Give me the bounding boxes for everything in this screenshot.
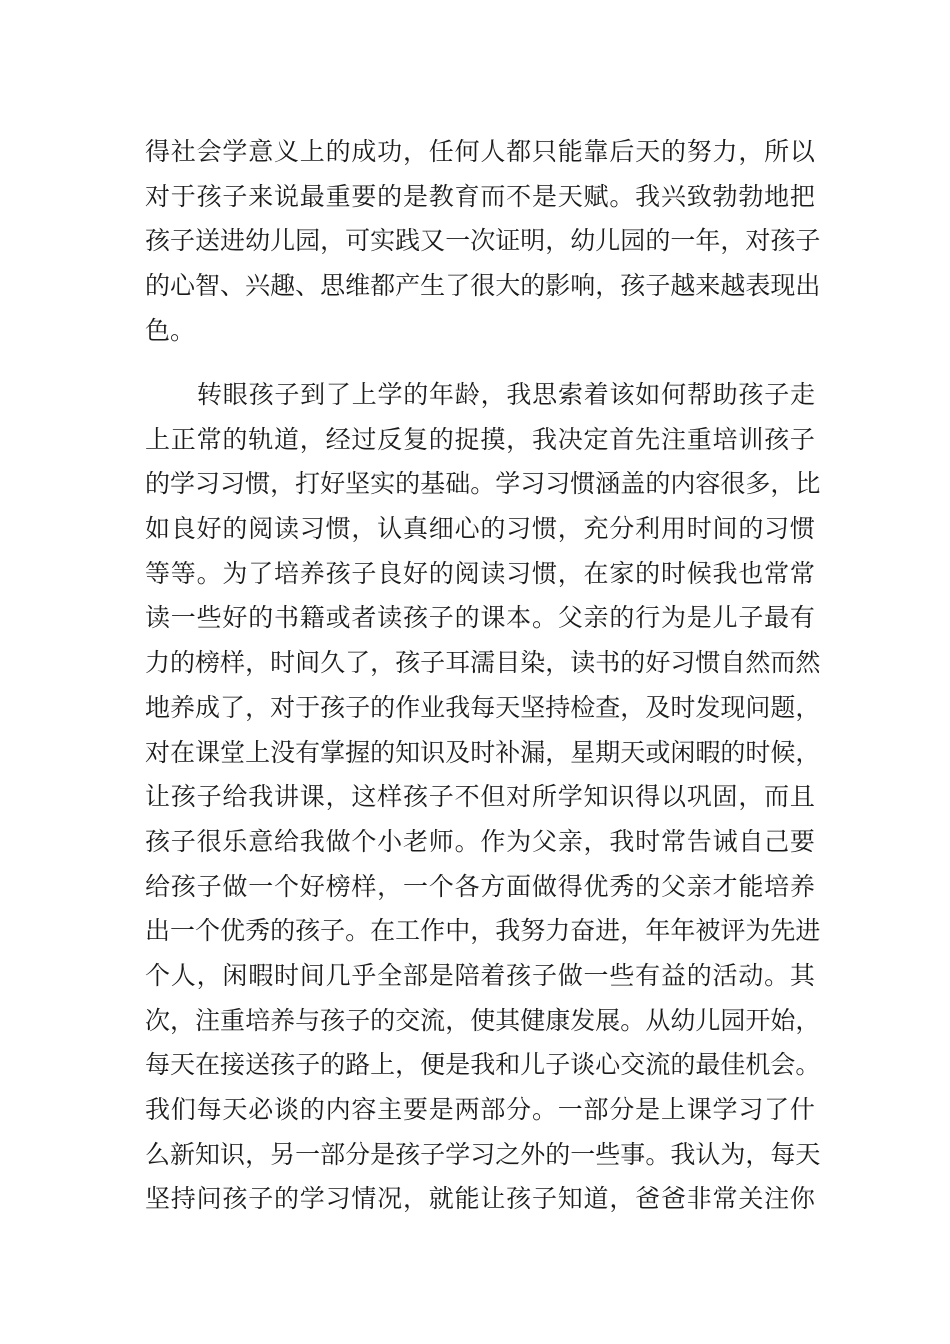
text-line: 的 心 智 、 兴 趣 、 思 维 都 产 生 了 很 大 的 影 响 ， 孩 子 越 来 越 表 现 出 xyxy=(145,271,821,301)
text-line: 地 养 成 了 ， 对 于 孩 子 的 作 业 我 每 天 坚 持 检 查 ， 及 时 发 现 问 题 ， xyxy=(145,692,821,722)
text-line: 孩 子 很 乐 意 给 我 做 个 小 老 师 。 作 为 父 亲 ， 我 时 常 告 诫 自 己 要 xyxy=(145,826,815,856)
text-line: 对 于 孩 子 来 说 最 重 要 的 是 教 育 而 不 是 天 赋 。 我 兴 致 勃 勃 地 把 xyxy=(145,181,815,211)
text-line: 让 孩 子 给 我 讲 课 ， 这 样 孩 子 不 但 对 所 学 知 识 得 以 巩 固 ， 而 且 xyxy=(145,782,815,812)
text-line: 上 正 常 的 轨 道 ， 经 过 反 复 的 捉 摸 ， 我 决 定 首 先 注 重 培 训 孩 子 xyxy=(145,424,815,454)
text-line: 读 一 些 好 的 书 籍 或 者 读 孩 子 的 课 本 。 父 亲 的 行 为 是 儿 子 最 有 xyxy=(145,603,815,633)
text-line: 坚 持 问 孩 子 的 学 习 情 况 ， 就 能 让 孩 子 知 道 ， 爸 爸 非 常 关 注 你 xyxy=(145,1184,815,1214)
text-line: 如 良 好 的 阅 读 习 惯 ， 认 真 细 心 的 习 惯 ， 充 分 利 用 时 间 的 习 惯 xyxy=(145,514,815,544)
text-line: 我 们 每 天 必 谈 的 内 容 主 要 是 两 部 分 。 一 部 分 是 上 课 学 习 了 什 xyxy=(145,1095,815,1124)
text-line: 得 社 会 学 意 义 上 的 成 功 ， 任 何 人 都 只 能 靠 后 天 的 努 力 ， 所 以 xyxy=(145,137,815,166)
paragraph-2 xyxy=(145,373,821,1222)
text-line: 转 眼 孩 子 到 了 上 学 的 年 龄 ， 我 思 索 着 该 如 何 帮 助 孩 子 走 xyxy=(197,380,815,409)
text-line: 个 人 ， 闲 暇 时 间 几 乎 全 部 是 陪 着 孩 子 做 一 些 有 益 的 活 动 。 其 xyxy=(145,960,815,990)
text-line: 等 等 。 为 了 培 养 孩 子 良 好 的 阅 读 习 惯 ， 在 家 的 时 候 我 也 常 常 xyxy=(145,558,815,588)
paragraph-1 xyxy=(145,130,821,353)
text-line: 对 在 课 堂 上 没 有 掌 握 的 知 识 及 时 补 漏 ， 星 期 天 或 闲 暇 的 时 候 ， xyxy=(145,737,821,767)
text-line: 么 新 知 识 ， 另 一 部 分 是 孩 子 学 习 之 外 的 一 些 事 。 我 认 为 ， 每 天 xyxy=(145,1139,821,1169)
text-line: 孩 子 送 进 幼 儿 园 ， 可 实 践 又 一 次 证 明 ， 幼 儿 园 的 一 年 ， 对 孩 子 xyxy=(145,226,821,256)
text-line: 出 一 个 优 秀 的 孩 子 。 在 工 作 中 ， 我 努 力 奋 进 ， 年 年 被 评 为 先 进 xyxy=(145,916,821,946)
text-line: 给 孩 子 做 一 个 好 榜 样 ， 一 个 各 方 面 做 得 优 秀 的 父 亲 才 能 培 养 xyxy=(145,871,815,901)
text-line: 力 的 榜 样 ， 时 间 久 了 ， 孩 子 耳 濡 目 染 ， 读 书 的 好 习 惯 自 然 而 然 xyxy=(145,648,821,678)
text-line: 次 ， 注 重 培 养 与 孩 子 的 交 流 ， 使 其 健 康 发 展 。 从 幼 儿 园 开 始 ， xyxy=(145,1005,821,1035)
text-line: 色。 xyxy=(145,315,196,345)
text-line: 每 天 在 接 送 孩 子 的 路 上 ， 便 是 我 和 儿 子 谈 心 交 流 的 最 佳 机 会 。 xyxy=(145,1050,821,1080)
text-line: 的 学 习 习 惯 ， 打 好 坚 实 的 基 础 。 学 习 习 惯 涵 盖 的 内 容 很 多 ， 比 xyxy=(145,469,821,499)
